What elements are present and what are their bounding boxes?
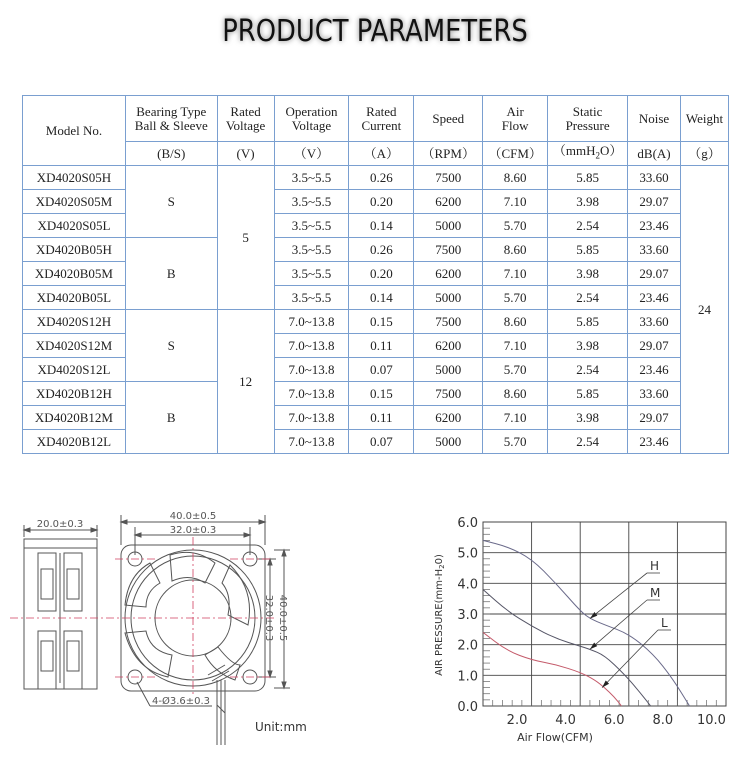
rated-current-cell: 0.26 (349, 166, 414, 190)
noise-cell: 29.07 (628, 190, 681, 214)
unit-rated-current: （A） (349, 142, 414, 166)
bearing-cell: S (125, 310, 217, 382)
static-pressure-cell: 5.85 (548, 310, 628, 334)
operation-voltage-cell: 7.0~13.8 (274, 382, 349, 406)
static-pressure-cell: 5.85 (548, 238, 628, 262)
table-row (23, 310, 729, 334)
operation-voltage-cell: 3.5~5.5 (274, 190, 349, 214)
rated-current-cell: 0.26 (349, 238, 414, 262)
table-row (23, 166, 729, 190)
model-cell: XD4020S05L (23, 214, 126, 238)
model-cell: XD4020B05M (23, 262, 126, 286)
model-cell: XD4020S05H (23, 166, 126, 190)
unit-bearing: (B/S) (125, 142, 217, 166)
air-flow-cell: 5.70 (483, 430, 548, 454)
air-flow-cell: 7.10 (483, 334, 548, 358)
model-cell: XD4020B12H (23, 382, 126, 406)
unit-speed: （RPM） (414, 142, 483, 166)
header-bearing: Bearing Type Ball & Sleeve (125, 96, 217, 142)
x-axis-ticks (507, 713, 726, 728)
operation-voltage-cell: 3.5~5.5 (274, 286, 349, 310)
header-air-flow: Air Flow (483, 96, 548, 142)
rated-current-cell: 0.07 (349, 430, 414, 454)
dim-hole-spec: 4-Ø3.6±0.3 (152, 696, 211, 707)
bearing-cell: B (125, 382, 217, 454)
noise-cell: 23.46 (628, 430, 681, 454)
x-axis-label: Air Flow(CFM) (517, 731, 593, 744)
static-pressure-cell: 3.98 (548, 262, 628, 286)
model-cell: XD4020S12H (23, 310, 126, 334)
operation-voltage-cell: 7.0~13.8 (274, 334, 349, 358)
operation-voltage-cell: 3.5~5.5 (274, 238, 349, 262)
air-flow-cell: 5.70 (483, 286, 548, 310)
speed-cell: 6200 (414, 406, 483, 430)
header-operation-voltage: Operation Voltage (274, 96, 349, 142)
speed-cell: 7500 (414, 382, 483, 406)
speed-cell: 6200 (414, 190, 483, 214)
noise-cell: 29.07 (628, 334, 681, 358)
fan-dimension-drawing (0, 495, 330, 767)
air-flow-cell: 8.60 (483, 310, 548, 334)
callout-label-h: H (650, 559, 660, 573)
operation-voltage-cell: 3.5~5.5 (274, 262, 349, 286)
speed-cell: 5000 (414, 214, 483, 238)
operation-voltage-cell: 7.0~13.8 (274, 310, 349, 334)
x-tick-label: 6.0 (603, 713, 625, 728)
dim-front-outer-height: 40.0±0.5 (277, 594, 288, 642)
weight-cell: 24 (680, 166, 728, 454)
air-pressure-airflow-chart (420, 505, 740, 767)
rated-current-cell: 0.15 (349, 310, 414, 334)
noise-cell: 33.60 (628, 166, 681, 190)
operation-voltage-cell: 7.0~13.8 (274, 406, 349, 430)
speed-cell: 5000 (414, 358, 483, 382)
speed-cell: 6200 (414, 262, 483, 286)
dim-side-width: 20.0±0.3 (36, 519, 84, 530)
unit-rated-voltage: (V) (217, 142, 274, 166)
dim-front-inner-height: 32.0±0.3 (263, 594, 274, 642)
rated-current-cell: 0.14 (349, 214, 414, 238)
noise-cell: 33.60 (628, 238, 681, 262)
rated-voltage-cell: 12 (217, 310, 274, 454)
y-axis-ticks (457, 516, 478, 715)
callout-label-m: M (650, 586, 661, 600)
model-cell: XD4020S12L (23, 358, 126, 382)
x-tick-label: 8.0 (652, 713, 674, 728)
header-noise: Noise (628, 96, 681, 142)
noise-cell: 33.60 (628, 382, 681, 406)
unit-operation-voltage: （V） (274, 142, 349, 166)
noise-cell: 23.46 (628, 214, 681, 238)
static-pressure-cell: 3.98 (548, 406, 628, 430)
noise-cell: 33.60 (628, 310, 681, 334)
parameters-table (22, 95, 729, 454)
model-cell: XD4020B12M (23, 406, 126, 430)
air-flow-cell: 7.10 (483, 406, 548, 430)
header-rated-current: Rated Current (349, 96, 414, 142)
dim-front-inner-width: 32.0±0.3 (169, 525, 217, 536)
bearing-cell: B (125, 238, 217, 310)
operation-voltage-cell: 7.0~13.8 (274, 358, 349, 382)
speed-cell: 5000 (414, 286, 483, 310)
x-tick-label: 4.0 (555, 713, 576, 728)
table-row (23, 382, 729, 406)
chart-grid (483, 522, 726, 706)
y-tick-label: 2.0 (457, 638, 478, 654)
rated-current-cell: 0.20 (349, 262, 414, 286)
y-tick-label: 3.0 (457, 608, 478, 623)
static-pressure-cell: 5.85 (548, 166, 628, 190)
dim-front-outer-width: 40.0±0.5 (169, 511, 217, 522)
x-tick-label: 10.0 (696, 713, 726, 728)
rated-current-cell: 0.14 (349, 286, 414, 310)
air-flow-cell: 5.70 (483, 358, 548, 382)
callout-arrow-icon (590, 612, 597, 619)
model-cell: XD4020S05M (23, 190, 126, 214)
rated-current-cell: 0.20 (349, 190, 414, 214)
air-flow-cell: 5.70 (483, 214, 548, 238)
x-tick-label: 2.0 (506, 713, 528, 728)
static-pressure-cell: 2.54 (548, 286, 628, 310)
speed-cell: 7500 (414, 166, 483, 190)
rated-current-cell: 0.11 (349, 334, 414, 358)
y-axis-label: AIR $PRESSURE(mm-H_20)$ (434, 554, 446, 676)
rated-current-cell: 0.07 (349, 358, 414, 382)
static-pressure-cell: 2.54 (548, 358, 628, 382)
rated-current-cell: 0.15 (349, 382, 414, 406)
table-body (23, 166, 729, 454)
unit-label: Unit:mm (255, 720, 307, 734)
noise-cell: 23.46 (628, 286, 681, 310)
side-view (24, 525, 97, 689)
static-pressure-cell: 5.85 (548, 382, 628, 406)
model-cell: XD4020B05H (23, 238, 126, 262)
air-flow-cell: 7.10 (483, 190, 548, 214)
operation-voltage-cell: 7.0~13.8 (274, 430, 349, 454)
air-flow-cell: 8.60 (483, 166, 548, 190)
model-cell: XD4020S12M (23, 334, 126, 358)
header-static-pressure: Static Pressure (548, 96, 628, 142)
y-tick-label: 6.0 (457, 516, 478, 531)
unit-air-flow: （CFM） (483, 142, 548, 166)
rated-current-cell: 0.11 (349, 406, 414, 430)
air-flow-cell: 8.60 (483, 382, 548, 406)
header-speed: Speed (414, 96, 483, 142)
header-rated-voltage: Rated Voltage (217, 96, 274, 142)
static-pressure-cell: 3.98 (548, 334, 628, 358)
header-row (23, 96, 729, 142)
model-cell: XD4020B05L (23, 286, 126, 310)
curve-l (483, 632, 622, 706)
speed-cell: 5000 (414, 430, 483, 454)
operation-voltage-cell: 3.5~5.5 (274, 166, 349, 190)
operation-voltage-cell: 3.5~5.5 (274, 214, 349, 238)
bearing-cell: S (125, 166, 217, 238)
unit-weight: （g） (680, 142, 728, 166)
model-cell: XD4020B12L (23, 430, 126, 454)
table-row (23, 238, 729, 262)
noise-cell: 23.46 (628, 358, 681, 382)
curve-m (483, 589, 651, 706)
noise-cell: 29.07 (628, 262, 681, 286)
unit-static-pressure: （mmH$_2$O） (548, 142, 628, 166)
units-row (23, 142, 729, 166)
speed-cell: 7500 (414, 238, 483, 262)
page-title: PRODUCT PARAMETERS (222, 14, 528, 49)
unit-noise: dB(A) (628, 142, 681, 166)
speed-cell: 6200 (414, 334, 483, 358)
callout-label-l: L (661, 616, 668, 630)
header-model: Model No. (23, 96, 126, 166)
rated-voltage-cell: 5 (217, 166, 274, 310)
y-tick-label: 1.0 (457, 669, 478, 685)
header-weight: Weight (680, 96, 728, 142)
static-pressure-cell: 3.98 (548, 190, 628, 214)
speed-cell: 7500 (414, 310, 483, 334)
air-flow-cell: 7.10 (483, 262, 548, 286)
static-pressure-cell: 2.54 (548, 214, 628, 238)
static-pressure-cell: 2.54 (548, 430, 628, 454)
noise-cell: 29.07 (628, 406, 681, 430)
air-flow-cell: 8.60 (483, 238, 548, 262)
y-tick-label: 0.0 (457, 700, 478, 715)
y-tick-label: 4.0 (457, 577, 478, 593)
y-tick-label: 5.0 (457, 546, 478, 562)
